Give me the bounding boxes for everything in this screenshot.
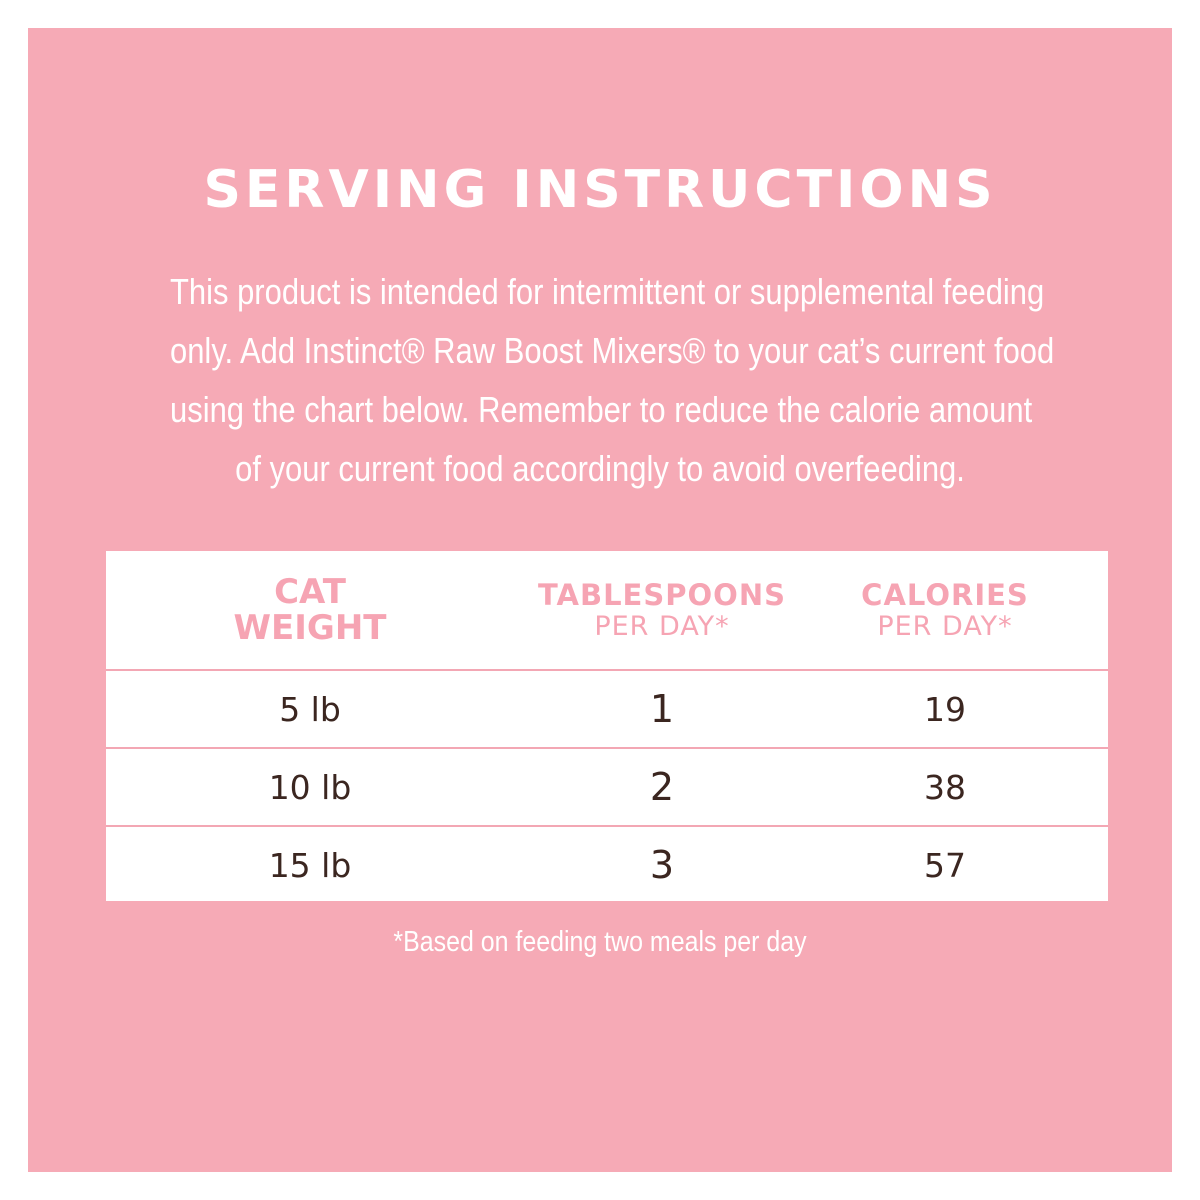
cell-calories: 38 [924, 767, 966, 807]
cell-cat-weight: 5 lb [279, 689, 341, 729]
cell-tablespoons: 3 [649, 843, 675, 887]
table-header [106, 551, 1108, 671]
header-cat-weight-line2: WEIGHT [233, 608, 387, 648]
header-tablespoons-label: TABLESPOONS [538, 578, 786, 612]
intro-line-1: This product is intended for intermittent or supplemental feeding [170, 271, 1045, 312]
header-tablespoons-sub: PER DAY* [594, 611, 730, 642]
cell-calories: 19 [924, 689, 966, 729]
header-calories-label: CALORIES [861, 578, 1029, 612]
cell-tablespoons: 1 [649, 687, 675, 731]
cell-cat-weight: 15 lb [268, 845, 352, 885]
intro-line-4: of your current food accordingly to avoid overfeeding. [235, 448, 965, 489]
table-row [106, 749, 1108, 827]
cell-calories: 57 [924, 845, 966, 885]
header-cat-weight-line1: CAT [274, 572, 346, 612]
cell-cat-weight: 10 lb [268, 767, 352, 807]
footnote: *Based on feeding two meals per day [393, 926, 807, 958]
table-row [106, 671, 1108, 749]
header-cat-weight [106, 551, 514, 669]
cell-tablespoons: 2 [649, 765, 675, 809]
intro-line-2: only. Add Instinct® Raw Boost Mixers® to your cat’s current food [170, 330, 1055, 371]
header-calories-sub: PER DAY* [877, 611, 1013, 642]
header-tablespoons [514, 551, 810, 669]
serving-table [106, 551, 1108, 901]
table-row [106, 827, 1108, 903]
page-title: SERVING INSTRUCTIONS [203, 160, 997, 220]
intro-paragraph [170, 262, 1055, 498]
header-calories [810, 551, 1080, 669]
intro-line-3: using the chart below. Remember to reduce the calorie amount [170, 389, 1033, 430]
